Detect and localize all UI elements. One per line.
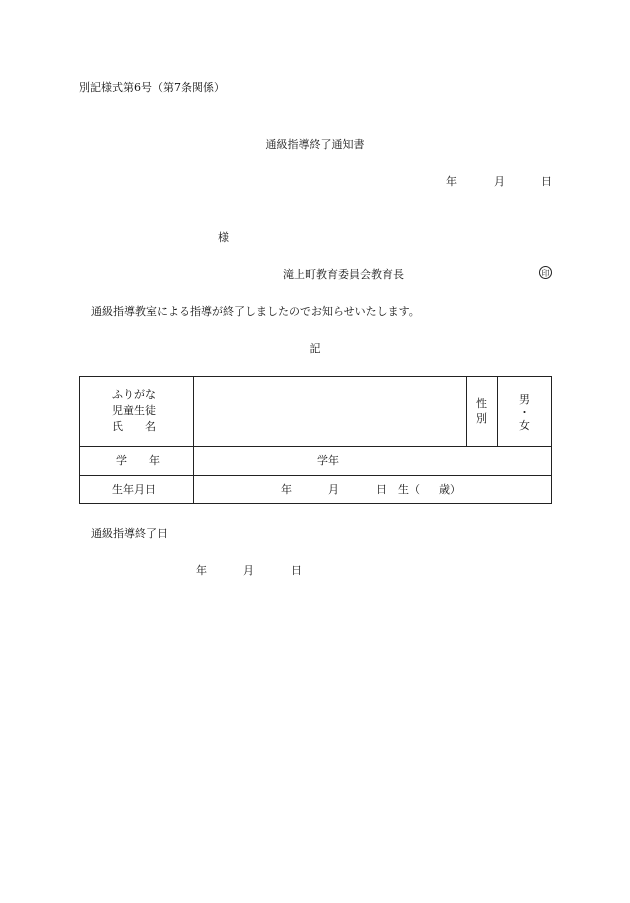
table-divider [466,377,467,446]
sex-label-bottom: 別 [476,412,487,425]
issuer-name: 滝上町教育委員会教育長 [283,268,404,281]
recipient-honorific: 様 [218,231,229,244]
birth-sei: 生（ [398,483,420,496]
birthdate-label: 生年月日 [112,483,156,496]
issue-date-month: 月 [494,175,505,188]
table-divider [80,446,551,447]
table-divider [80,475,551,476]
birth-day: 日 [376,483,387,496]
table-divider [193,377,194,503]
ki-heading: 記 [309,342,321,355]
end-date-day: 日 [291,564,302,577]
child-student-label: 児童生徒 [112,404,156,417]
grade-label: 学 年 [116,454,160,467]
issue-date-day: 日 [541,175,552,188]
name-label: 氏 名 [112,420,156,433]
form-number-label: 別記様式第6号（第7条関係） [79,81,225,94]
birth-month: 月 [328,483,339,496]
separator-dot: ・ [519,406,530,419]
seal-mark: 印 [539,266,552,279]
end-date-label: 通級指導終了日 [91,527,168,540]
furigana-label: ふりがな [112,388,156,401]
male-option[interactable]: 男 [519,393,530,406]
female-option[interactable]: 女 [519,419,530,432]
grade-unit: 学年 [317,454,339,467]
end-date-month: 月 [243,564,254,577]
end-date-year: 年 [196,564,207,577]
table-divider [497,377,498,446]
student-info-table [79,376,552,504]
notice-text: 通級指導教室による指導が終了しましたのでお知らせいたします。 [91,305,420,318]
birth-age: 歳） [439,483,461,496]
sex-label-top: 性 [476,397,487,410]
birth-year: 年 [281,483,292,496]
document-title: 通級指導終了通知書 [265,138,365,151]
issue-date-year: 年 [446,175,457,188]
